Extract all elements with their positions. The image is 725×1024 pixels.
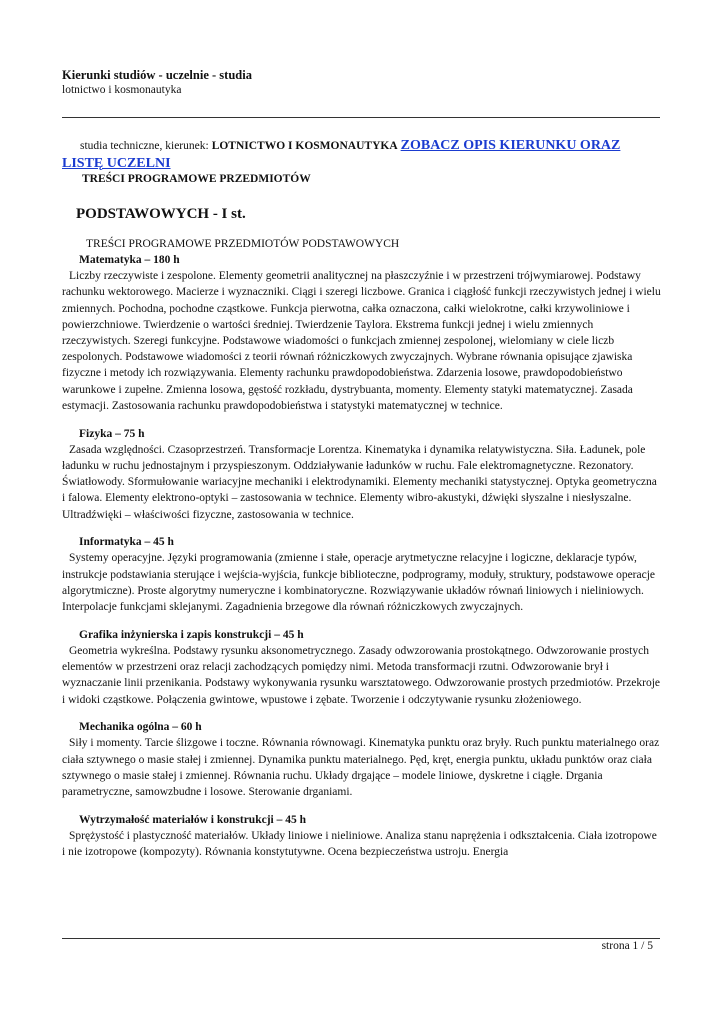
field-of-study: LOTNICTWO I KOSMONAUTYKA: [211, 140, 398, 152]
subject-title: Mechanika ogólna – 60 h: [79, 721, 202, 734]
subject-section: [62, 426, 662, 523]
subject-title: Informatyka – 45 h: [79, 536, 174, 549]
subject-section: [62, 252, 662, 414]
main-heading: PODSTAWOWYCH - I st.: [76, 206, 246, 222]
subject-section: [62, 812, 662, 861]
header-divider: [62, 117, 660, 118]
subject-title: Grafika inżynierska i zapis konstrukcji – 45 h: [79, 628, 304, 641]
lead-heading: TREŚCI PROGRAMOWE PRZEDMIOTÓW PODSTAWOWYCH: [86, 238, 400, 250]
subject-section: [62, 627, 662, 708]
subject-description: Geometria wykreślna. Podstawy rysunku aksonometrycznego. Zasady odwzorowania prostokątnego. Odwzorowanie prostych elementów w przestrzeni oraz relacji zachodzących pomiędzy nimi. Metoda transformacji rzutni. Odwzorowanie brył i wyznaczanie linii przenikania. Podstawy wykonywania rysunku warsztatowego. Odwzorowanie prostych przedmiotów. Przekroje i widoki cząstkowe. Połączenia gwintowe, wpustowe i zębate. Tworzenie i odczytywanie rysunku złożeniowego.: [62, 644, 661, 706]
program-description-link[interactable]: ZOBACZ OPIS KIERUNKU ORAZ LISTĘ UCZELNI: [62, 138, 621, 171]
subject-title: Fizyka – 75 h: [79, 427, 145, 440]
footer-divider: [62, 938, 660, 939]
subject-title: Wytrzymałość materiałów i konstrukcji – 45 h: [79, 813, 306, 826]
subject-title: Matematyka – 180 h: [79, 254, 180, 266]
intro-block: [62, 137, 660, 188]
program-heading: TREŚCI PROGRAMOWE PRZEDMIOTÓW: [82, 173, 311, 185]
subject-list: [62, 252, 662, 872]
header-subtitle: lotnictwo i kosmonautyka: [62, 84, 182, 96]
intro-prefix: studia techniczne, kierunek:: [80, 140, 209, 152]
header-title: Kierunki studiów - uczelnie - studia: [62, 68, 252, 82]
subject-description: Siły i momenty. Tarcie ślizgowe i toczne. Równania równowagi. Kinematyka punktu oraz bryły. Ruch punktu materialnego oraz ciała sztywnego o masie stałej i zmiennej. Dynamika punktu materialnego. Pęd, kręt, energia punktu, układu punktów oraz ciała sztywnego o masie stałej i zmiennej. Równania ruchu. Układy drgające – modele liniowe, dyskretne i ciągłe. Drgania parametryczne, samowzbudne i losowe. Sterowanie drganiami.: [62, 737, 660, 799]
page-number: strona 1 / 5: [601, 940, 653, 952]
subject-description: Zasada względności. Czasoprzestrzeń. Transformacje Lorentza. Kinematyka i dynamika relatywistyczna. Siła. Ładunek, pole ładunku w ruchu jednostajnym i przyspieszonym. Oddziaływanie ładunków w ruchu. Fale elektromagnetyczne. Rezonatory. Światłowody. Sformułowanie wariacyjne mechaniki i elektrodynamiki. Elementy mechaniki statystycznej. Optyka geometryczna i falowa. Elementy elektrono-optyki – zastosowania w technice. Elementy wibro-akustyki, dźwięki słyszalne i niesłyszalne. Ultradźwięki – właściwości fizyczne, zastosowania w technice.: [62, 443, 657, 521]
subject-description: Liczby rzeczywiste i zespolone. Elementy geometrii analitycznej na płaszczyźnie i w przestrzeni trójwymiarowej. Podstawy rachunku wektorowego. Macierze i wyznaczniki. Ciągi i szeregi liczbowe. Granica i ciągłość funkcji rzeczywistych jednej i wielu zmiennych. Pochodna, pochodne cząstkowe. Funkcja pierwotna, całka oznaczona, całki wielokrotne, całki krzywoliniowe i powierzchniowe. Twierdzenie o wartości średniej. Twierdzenie Taylora. Ekstrema funkcji jednej i wielu zmiennych rzeczywistych. Szeregi funkcyjne. Podstawowe wiadomości o funkcjach zmiennej zespolonej, wielomiany w ciele liczb zespolonych. Podstawowe wiadomości z teorii równań różniczkowych zwyczajnych. Wybrane równania opisujące zjawiska fizyczne i metody ich rozwiązywania. Elementy rachunku prawdopodobieństwa. Zdarzenia losowe, prawdopodobieństwo warunkowe i zupełne. Zmienna losowa, gęstość rozkładu, dystrybuanta, momenty. Elementy statyki matematycznej. Zasada estymacji. Zastosowania rachunku prawdopodobieństwa i statystyki matematycznej w technice.: [62, 270, 661, 412]
subject-section: [62, 719, 662, 800]
subject-description: Sprężystość i plastyczność materiałów. Układy liniowe i nieliniowe. Analiza stanu naprężenia i odkształcenia. Ciała izotropowe i nie izotropowe (kompozyty). Równania konstytutywne. Ocena bezpieczeństwa ustroju. Energia: [62, 830, 657, 859]
subject-section: [62, 534, 662, 615]
subject-description: Systemy operacyjne. Języki programowania (zmienne i stałe, operacje arytmetyczne relacyjne i logiczne, deklaracje typów, instrukcje podstawiania sterujące i wejścia-wyjścia, funkcje biblioteczne, podprogramy, moduły, struktury, podstawowe operacje algorytmiczne). Proste algorytmy numeryczne i kombinatoryczne. Rozwiązywanie układów równań liniowych i nieliniowych. Interpolacje funkcjami sklejanymi. Zagadnienia brzegowe dla równań różniczkowych zwyczajnych.: [62, 552, 656, 614]
